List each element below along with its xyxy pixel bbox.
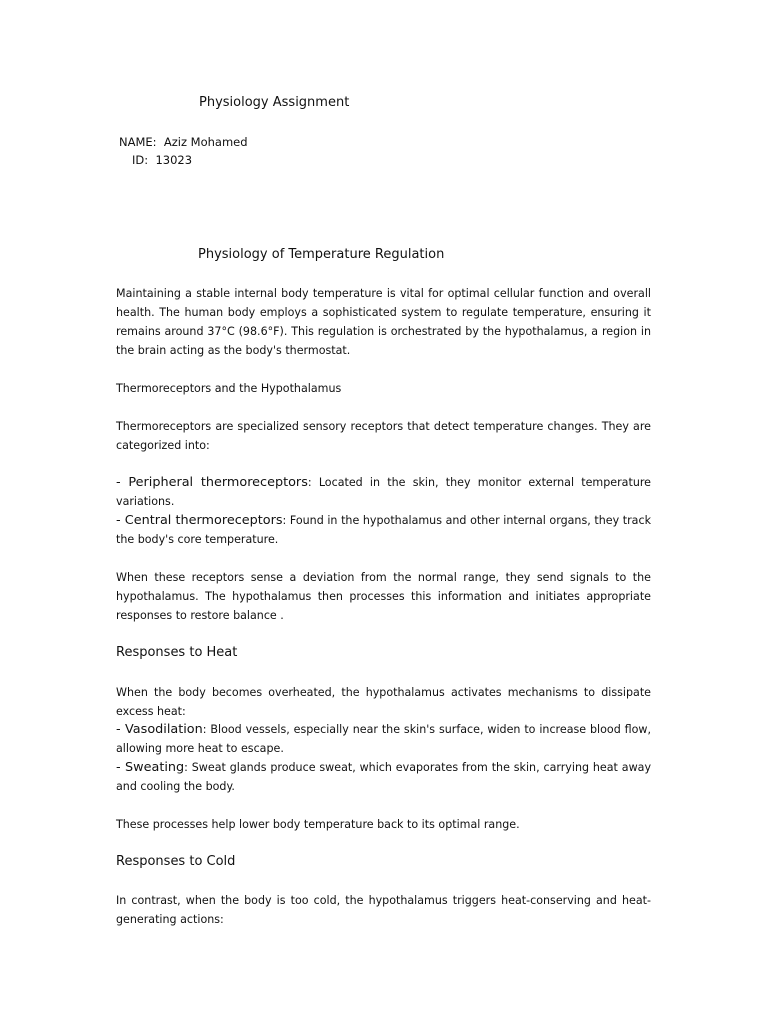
- id-label: ID:: [132, 153, 149, 167]
- vasodilation-desc: : Blood vessels, especially near the skin's surface, widen to increase blood flow, allowing more heat to escape.: [116, 723, 652, 755]
- name-value: Aziz Mohamed: [163, 135, 248, 149]
- document-title: Physiology of Temperature Regulation: [198, 247, 445, 262]
- cold-intro: In contrast, when the body is too cold, the hypothalamus triggers heat-conserving and heat-generating actions:: [116, 894, 651, 926]
- student-id: [132, 153, 192, 167]
- student-name: [119, 135, 248, 149]
- id-value: 13023: [155, 153, 193, 167]
- central-thermoreceptors-item: [116, 511, 651, 549]
- peripheral-desc: : Located in the skin, they monitor external temperature variations.: [116, 476, 651, 508]
- signal-paragraph: When these receptors sense a deviation from the normal range, they send signals to the hypothalamus. The hypothalamus then processes this information and initiates appropriate responses to restore balance .: [116, 571, 651, 622]
- sweating-term: - Sweating: [116, 760, 185, 775]
- cold-heading: Responses to Cold: [116, 854, 236, 869]
- thermoreceptors-subheading: Thermoreceptors and the Hypothalamus: [116, 382, 342, 395]
- central-desc: : Found in the hypothalamus and other internal organs, they track the body's core temperature.: [116, 514, 651, 546]
- name-label: NAME:: [119, 135, 157, 149]
- vasodilation-item: [116, 720, 651, 758]
- sweating-item: [116, 758, 651, 796]
- heat-intro: When the body becomes overheated, the hypothalamus activates mechanisms to dissipate excess heat:: [116, 686, 651, 718]
- central-term: - Central thermoreceptors: [116, 513, 283, 528]
- sweating-desc: : Sweat glands produce sweat, which evaporates from the skin, carrying heat away and cooling the body.: [116, 761, 652, 793]
- thermoreceptors-intro: Thermoreceptors are specialized sensory receptors that detect temperature changes. They are categorized into:: [116, 420, 651, 452]
- heat-heading: Responses to Heat: [116, 645, 238, 660]
- heat-outro: These processes help lower body temperature back to its optimal range.: [116, 818, 520, 831]
- assignment-title: Physiology Assignment: [199, 95, 350, 110]
- peripheral-term: - Peripheral thermoreceptors: [116, 475, 308, 490]
- intro-paragraph: Maintaining a stable internal body temperature is vital for optimal cellular function and overall health. The human body employs a sophisticated system to regulate temperature, ensuring it remains around 37°C (98.6°F). This regulation is orchestrated by the hypothalamus, a region in the brain acting as the body's thermostat.: [116, 287, 651, 357]
- peripheral-thermoreceptors-item: [116, 473, 651, 511]
- vasodilation-term: - Vasodilation: [116, 722, 203, 737]
